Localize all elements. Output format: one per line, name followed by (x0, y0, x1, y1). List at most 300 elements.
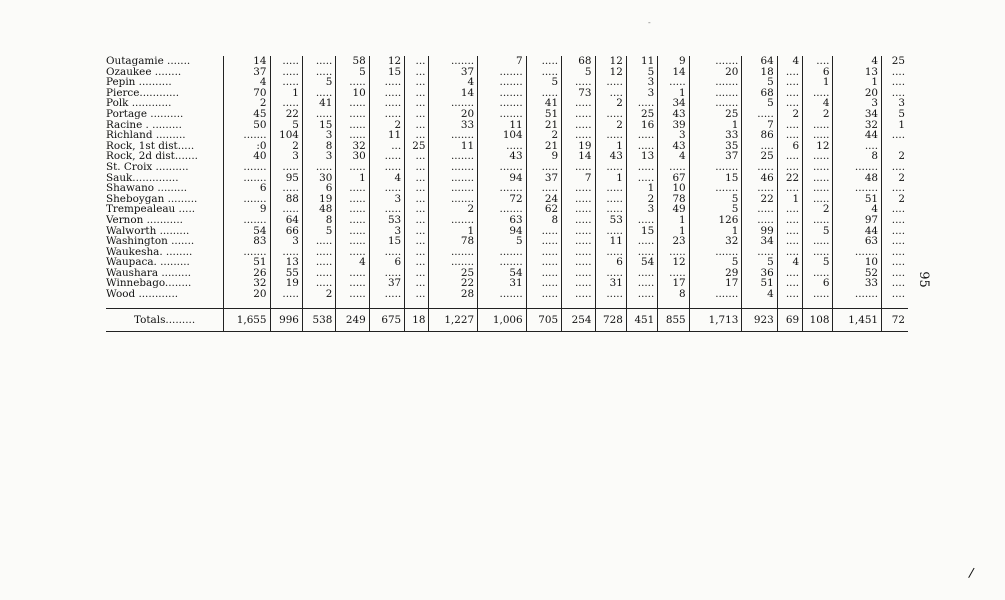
table-cell: .... (777, 151, 802, 162)
table-cell: 3 (626, 77, 657, 88)
table-cell: ..... (302, 268, 335, 279)
table-cell: ....... (478, 77, 527, 88)
table-cell: 8 (302, 215, 335, 226)
table-cell: 5 (336, 67, 369, 78)
statistics-table (106, 56, 908, 332)
table-cell: 1 (803, 77, 833, 88)
table-cell: 51 (526, 109, 561, 120)
table-cell: .... (777, 183, 802, 194)
table-cell: ..... (336, 130, 369, 141)
table-cell: ... (405, 67, 429, 78)
table-cell: 67 (658, 173, 689, 184)
table-cell: 4 (369, 173, 404, 184)
table-cell: ....... (429, 162, 478, 173)
table-cell: 13 (270, 257, 302, 268)
table-cell: ..... (302, 162, 335, 173)
table-cell: 54 (478, 268, 527, 279)
table-cell: ..... (336, 247, 369, 258)
table-cell: 32 (336, 141, 369, 152)
table-cell: 2 (882, 194, 908, 205)
table-cell: 2 (882, 151, 908, 162)
table-cell: .... (777, 77, 802, 88)
table-cell: ..... (742, 162, 777, 173)
table-cell: ..... (803, 120, 833, 131)
table-cell: ....... (223, 173, 270, 184)
table-cell: ..... (369, 162, 404, 173)
table-cell: 52 (833, 268, 882, 279)
table-cell: ..... (742, 183, 777, 194)
table-cell: 26 (223, 268, 270, 279)
table-cell: 25 (689, 109, 742, 120)
table-cell: 15 (369, 67, 404, 78)
table-cell: ....... (689, 289, 742, 300)
table-cell: .... (882, 215, 908, 226)
table-cell: 2 (595, 98, 626, 109)
table-cell: ..... (270, 162, 302, 173)
table-cell: ..... (478, 141, 527, 152)
table-cell: ..... (526, 88, 561, 99)
table-cell: ... (405, 278, 429, 289)
table-cell: 25 (882, 56, 908, 67)
total-cell: 996 (270, 308, 302, 331)
table-cell: 78 (658, 194, 689, 205)
county-name: St. Croix .......... (106, 161, 189, 173)
table-cell: ... (405, 109, 429, 120)
table-cell: .... (803, 56, 833, 67)
total-cell: 705 (526, 308, 561, 331)
table-cell: 4 (777, 56, 802, 67)
table-cell: ..... (595, 226, 626, 237)
table-cell: 46 (742, 173, 777, 184)
table-cell: 6 (595, 257, 626, 268)
table-cell: 31 (478, 278, 527, 289)
table-cell: ... (405, 247, 429, 258)
table-cell: 53 (595, 215, 626, 226)
county-name: Ozaukee ........ (106, 66, 182, 78)
table-row (106, 268, 908, 279)
table-cell: ..... (562, 215, 595, 226)
table-cell: 1 (689, 226, 742, 237)
table-cell: 4 (429, 77, 478, 88)
table-cell: 10 (658, 183, 689, 194)
table-cell: 33 (689, 130, 742, 141)
table-cell: 33 (429, 120, 478, 131)
county-name: Pepin .......... (106, 77, 172, 88)
table-cell: 44 (833, 226, 882, 237)
table-cell: 11 (369, 130, 404, 141)
table-cell: ..... (369, 204, 404, 215)
county-name: Pierce............ (106, 87, 180, 99)
county-name: Portage .......... (106, 108, 184, 120)
table-cell: 5 (803, 257, 833, 268)
table-cell: 21 (526, 120, 561, 131)
table-cell: 6 (777, 141, 802, 152)
table-cell: ..... (336, 278, 369, 289)
table-cell: 35 (689, 141, 742, 152)
table-cell: 2 (302, 289, 335, 300)
table-cell: 6 (223, 183, 270, 194)
table-cell: 45 (223, 109, 270, 120)
table-cell: ..... (336, 194, 369, 205)
table-cell: 6 (302, 183, 335, 194)
table-cell: .... (882, 268, 908, 279)
table-cell: ..... (658, 247, 689, 258)
table-cell: ..... (562, 98, 595, 109)
table-cell: 13 (626, 151, 657, 162)
table-cell: 3 (626, 88, 657, 99)
table-cell: ... (405, 257, 429, 268)
table-cell: ....... (689, 162, 742, 173)
total-cell: 855 (658, 308, 689, 331)
spacer-row (106, 300, 908, 309)
table-cell: ..... (803, 247, 833, 258)
table-cell: 32 (689, 236, 742, 247)
table-cell: 31 (595, 278, 626, 289)
table-cell: 30 (302, 173, 335, 184)
table-cell: 17 (658, 278, 689, 289)
table-cell: 5 (270, 120, 302, 131)
table-cell: ... (405, 151, 429, 162)
county-name: Waupaca. ......... (106, 257, 190, 268)
county-name: Wood ............ (106, 289, 179, 300)
table-row (106, 98, 908, 109)
table-cell: 5 (526, 77, 561, 88)
table-cell: 1 (658, 226, 689, 237)
table-cell: ..... (270, 98, 302, 109)
table-cell: 21 (526, 141, 561, 152)
table-row (106, 247, 908, 258)
table-cell: ....... (478, 67, 527, 78)
table-cell: .... (882, 130, 908, 141)
table-cell: ..... (336, 109, 369, 120)
table-cell: .... (882, 289, 908, 300)
table-row (106, 236, 908, 247)
table-cell: 64 (742, 56, 777, 67)
table-cell: 22 (742, 194, 777, 205)
county-name: Outagamie ....... (106, 56, 191, 67)
table-cell: 53 (369, 215, 404, 226)
table-cell: ....... (429, 215, 478, 226)
table-body (106, 56, 908, 331)
table-row (106, 56, 908, 67)
page-number: 95 (915, 271, 931, 288)
table-cell: 12 (658, 257, 689, 268)
table-cell: ..... (302, 109, 335, 120)
table-cell: 3 (369, 194, 404, 205)
table-cell: ..... (803, 162, 833, 173)
table-cell: ....... (429, 130, 478, 141)
table-cell: 19 (562, 141, 595, 152)
table-row (106, 120, 908, 131)
table-cell: 4 (223, 77, 270, 88)
table-cell: ..... (562, 247, 595, 258)
table-cell: 94 (478, 173, 527, 184)
table-cell: 2 (777, 109, 802, 120)
table-cell: 5 (882, 109, 908, 120)
county-name: Rock, 2d dist....... (106, 151, 198, 162)
table-cell: ..... (562, 77, 595, 88)
table-cell: ..... (803, 130, 833, 141)
total-cell: 108 (803, 308, 833, 331)
table-cell: ..... (562, 226, 595, 237)
table-cell: 11 (429, 141, 478, 152)
table-cell: 2 (882, 173, 908, 184)
table-row (106, 77, 908, 88)
table-cell: 36 (742, 268, 777, 279)
table-cell: 15 (369, 236, 404, 247)
total-cell: 728 (595, 308, 626, 331)
table-cell: .... (882, 226, 908, 237)
county-name: Richland ......... (106, 130, 186, 141)
table-cell: ..... (526, 226, 561, 237)
table-cell: 97 (833, 215, 882, 226)
table-cell: 9 (658, 56, 689, 67)
table-cell: 11 (626, 56, 657, 67)
table-cell: 34 (658, 98, 689, 109)
table-cell: .... (777, 204, 802, 215)
table-cell: ..... (595, 109, 626, 120)
table-cell: 41 (526, 98, 561, 109)
table-cell: ....... (689, 56, 742, 67)
table-cell: 3 (302, 130, 335, 141)
table-cell: ..... (302, 56, 335, 67)
county-name: Vernon ........... (106, 214, 183, 226)
table-cell: 2 (526, 130, 561, 141)
table-cell: 1 (689, 120, 742, 131)
county-name: Washington ....... (106, 236, 195, 247)
table-cell: 6 (803, 67, 833, 78)
table-cell: ... (405, 194, 429, 205)
table-cell: ... (405, 226, 429, 237)
county-name: Rock, 1st dist..... (106, 140, 195, 152)
table-cell: 30 (336, 151, 369, 162)
table-cell: ..... (562, 194, 595, 205)
table-cell: .... (777, 88, 802, 99)
table-cell: ..... (626, 162, 657, 173)
table-cell: ... (405, 236, 429, 247)
table-row (106, 162, 908, 173)
table-cell: .... (777, 215, 802, 226)
table-cell: 5 (302, 226, 335, 237)
table-cell: ..... (302, 88, 335, 99)
table-cell: ....... (429, 151, 478, 162)
table-cell: 2 (626, 194, 657, 205)
table-cell: 20 (833, 88, 882, 99)
table-row (106, 173, 908, 184)
table-cell: .... (882, 183, 908, 194)
table-cell: ....... (223, 130, 270, 141)
table-cell: 18 (742, 67, 777, 78)
county-name: Waushara ......... (106, 267, 192, 279)
table-cell: ..... (369, 247, 404, 258)
table-cell: ..... (526, 257, 561, 268)
table-cell: ..... (562, 162, 595, 173)
table-cell: ..... (803, 236, 833, 247)
table-cell: 62 (526, 204, 561, 215)
table-cell: 37 (526, 173, 561, 184)
table-cell: ... (405, 183, 429, 194)
table-row (106, 215, 908, 226)
table-cell: 6 (803, 278, 833, 289)
table-row (106, 204, 908, 215)
total-cell: 1,655 (223, 308, 270, 331)
table-cell: 64 (270, 215, 302, 226)
table-cell: 9 (223, 204, 270, 215)
table-cell: 5 (742, 257, 777, 268)
table-cell: ....... (429, 247, 478, 258)
table-cell: 4 (803, 98, 833, 109)
table-cell: 37 (689, 151, 742, 162)
table-cell: ... (405, 173, 429, 184)
table-cell: 3 (369, 226, 404, 237)
table-cell: .... (882, 162, 908, 173)
table-cell: 43 (478, 151, 527, 162)
table-cell: 11 (478, 120, 527, 131)
table-cell: ....... (223, 194, 270, 205)
county-name: Polk ............ (106, 98, 172, 109)
table-cell: ..... (626, 215, 657, 226)
table-cell: 63 (478, 215, 527, 226)
table-cell: ..... (742, 109, 777, 120)
county-name: Walworth ......... (106, 225, 190, 237)
total-cell: 451 (626, 308, 657, 331)
table-row (106, 141, 908, 152)
table-cell: ..... (595, 130, 626, 141)
table-cell: ....... (689, 98, 742, 109)
table-cell: 41 (302, 98, 335, 109)
table-cell: 3 (270, 236, 302, 247)
table-cell: ..... (626, 268, 657, 279)
table-cell: 48 (833, 173, 882, 184)
table-cell: ..... (595, 289, 626, 300)
table-cell: 23 (658, 236, 689, 247)
table-cell: 72 (478, 194, 527, 205)
table-cell: ....... (478, 162, 527, 173)
table-cell: 126 (689, 215, 742, 226)
table-cell: ..... (803, 173, 833, 184)
table-cell: ... (369, 141, 404, 152)
table-cell: 50 (223, 120, 270, 131)
table-cell: .... (777, 278, 802, 289)
table-cell: 5 (562, 67, 595, 78)
table-cell: ..... (803, 151, 833, 162)
table-cell: ..... (270, 56, 302, 67)
table-cell: ... (405, 98, 429, 109)
table-cell: ..... (369, 289, 404, 300)
table-cell: ..... (626, 247, 657, 258)
table-cell: 37 (429, 67, 478, 78)
table-cell: 14 (658, 67, 689, 78)
table-cell: 66 (270, 226, 302, 237)
table-cell: 55 (270, 268, 302, 279)
table-cell: .... (882, 88, 908, 99)
table-cell: 2 (369, 120, 404, 131)
table-cell: 43 (658, 141, 689, 152)
table-cell: 14 (562, 151, 595, 162)
table-cell: :0 (223, 141, 270, 152)
table-cell: 2 (223, 98, 270, 109)
table-cell: 5 (689, 194, 742, 205)
table-cell: 4 (336, 257, 369, 268)
table-cell: ..... (803, 194, 833, 205)
table-cell: 51 (833, 194, 882, 205)
total-cell: 18 (405, 308, 429, 331)
table-cell: 73 (562, 88, 595, 99)
table-cell: ..... (626, 236, 657, 247)
total-cell: 69 (777, 308, 802, 331)
table-cell: 15 (302, 120, 335, 131)
table-cell: 1 (777, 194, 802, 205)
table-cell: ....... (478, 183, 527, 194)
table-cell: ....... (833, 162, 882, 173)
total-cell: 72 (882, 308, 908, 331)
table-cell: ....... (689, 77, 742, 88)
table-cell: ..... (526, 236, 561, 247)
table-row (106, 194, 908, 205)
table-cell: ..... (658, 268, 689, 279)
table-cell: 51 (742, 278, 777, 289)
table-cell: 1 (658, 215, 689, 226)
table-cell: 15 (626, 226, 657, 237)
table-cell: 3 (658, 130, 689, 141)
table-cell: 1 (336, 173, 369, 184)
table-cell: 104 (478, 130, 527, 141)
table-cell: ... (405, 77, 429, 88)
margin-mark: / (967, 565, 975, 582)
table-cell: 99 (742, 226, 777, 237)
total-cell: 254 (562, 308, 595, 331)
table-cell: 88 (270, 194, 302, 205)
table-cell: ..... (336, 183, 369, 194)
table-cell: .... (882, 77, 908, 88)
table-cell: 2 (595, 120, 626, 131)
table-cell: 13 (833, 67, 882, 78)
table-cell: ..... (562, 109, 595, 120)
table-cell: 10 (833, 257, 882, 268)
table-cell: 83 (223, 236, 270, 247)
table-cell: ..... (803, 289, 833, 300)
table-cell: ....... (478, 88, 527, 99)
table-cell: ..... (270, 204, 302, 215)
table-cell: 5 (803, 226, 833, 237)
table-cell: 25 (405, 141, 429, 152)
table-cell: ..... (336, 162, 369, 173)
table-cell: 2 (803, 109, 833, 120)
table-cell: 20 (429, 109, 478, 120)
table-cell: 14 (429, 88, 478, 99)
table-row (106, 257, 908, 268)
table-cell: 19 (270, 278, 302, 289)
table-cell: 4 (777, 257, 802, 268)
table-cell: 68 (742, 88, 777, 99)
table-cell: ... (405, 130, 429, 141)
table-cell: ..... (595, 247, 626, 258)
table-cell: ....... (478, 98, 527, 109)
table-cell: ..... (336, 77, 369, 88)
table-cell: ....... (223, 247, 270, 258)
total-cell: 675 (369, 308, 404, 331)
table-cell: ....... (689, 247, 742, 258)
table-cell: 8 (526, 215, 561, 226)
table-cell: 63 (833, 236, 882, 247)
table-row (106, 183, 908, 194)
table-cell: ....... (429, 98, 478, 109)
table-cell: ....... (478, 289, 527, 300)
table-cell: 32 (223, 278, 270, 289)
table-cell: .... (742, 141, 777, 152)
table-cell: ..... (270, 289, 302, 300)
table-cell: ... (405, 268, 429, 279)
